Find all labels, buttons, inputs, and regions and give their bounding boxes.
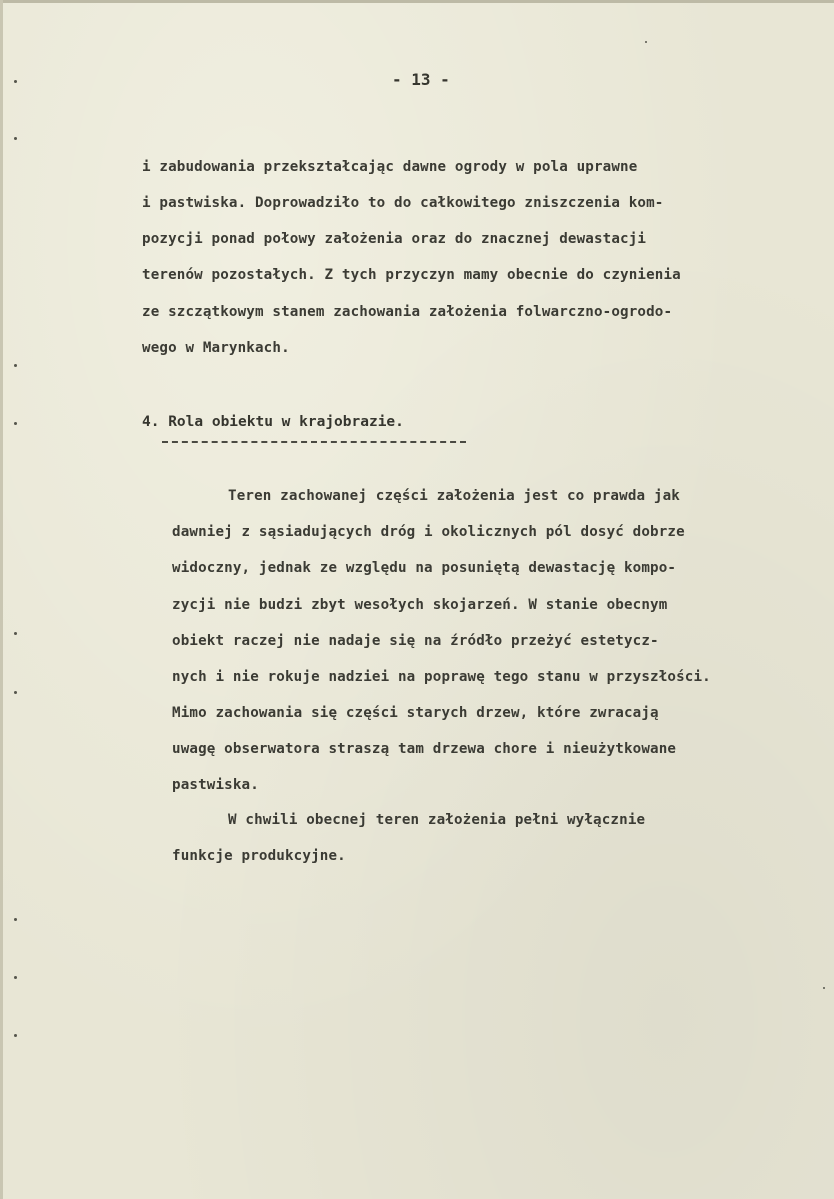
paper-speck — [823, 987, 825, 989]
paragraph-2-line: obiekt raczej nie nadaje się na źródło przeżyć estetycz- — [172, 633, 659, 649]
paragraph-2-line: pastwiska. — [172, 777, 259, 793]
paragraph-2-line: nych i nie rokuje nadziei na poprawę tego stanu w przyszłości. — [172, 669, 711, 685]
paragraph-2-line: uwagę obserwatora straszą tam drzewa chore i nieużytkowane — [172, 741, 677, 757]
margin-mark — [14, 632, 17, 635]
margin-mark — [14, 691, 17, 694]
paragraph-1-line: ze szczątkowym stanem zachowania założenia folwarczno-ogrodo- — [142, 304, 673, 320]
paragraph-2-line: dawniej z sąsiadujących dróg i okolicznych pól dosyć dobrze — [172, 524, 685, 540]
margin-mark — [14, 976, 17, 979]
paragraph-1-line: i zabudowania przekształcając dawne ogrody w pola uprawne — [142, 159, 638, 175]
paragraph-1-line: wego w Marynkach. — [142, 340, 290, 356]
page-top-edge — [0, 0, 834, 3]
margin-mark — [14, 422, 17, 425]
paragraph-2-line: Mimo zachowania się części starych drzew, które zwracają — [172, 705, 659, 721]
page-number: - 13 - — [392, 70, 450, 89]
margin-mark — [14, 80, 17, 83]
margin-mark — [14, 137, 17, 140]
paragraph-3-line: funkcje produkcyjne. — [172, 848, 346, 864]
paragraph-1-line: terenów pozostałych. Z tych przyczyn mamy obecnie do czynienia — [142, 267, 681, 283]
paragraph-2-line: Teren zachowanej części założenia jest co prawda jak — [228, 488, 680, 504]
page-left-edge — [0, 0, 3, 1199]
paragraph-1-line: pozycji ponad połowy założenia oraz do znacznej dewastacji — [142, 231, 647, 247]
paragraph-2-line: zycji nie budzi zbyt wesołych skojarzeń. W stanie obecnym — [172, 597, 668, 613]
heading-underline — [162, 441, 466, 443]
section-heading: 4. Rola obiektu w krajobrazie. — [142, 414, 404, 430]
margin-mark — [14, 1034, 17, 1037]
margin-mark — [14, 918, 17, 921]
paper-speck — [645, 41, 647, 43]
paragraph-3-line: W chwili obecnej teren założenia pełni wyłącznie — [228, 812, 646, 828]
paragraph-1-line: i pastwiska. Doprowadziło to do całkowitego zniszczenia kom- — [142, 195, 664, 211]
paragraph-2-line: widoczny, jednak ze względu na posuniętą dewastację kompo- — [172, 560, 677, 576]
margin-mark — [14, 364, 17, 367]
